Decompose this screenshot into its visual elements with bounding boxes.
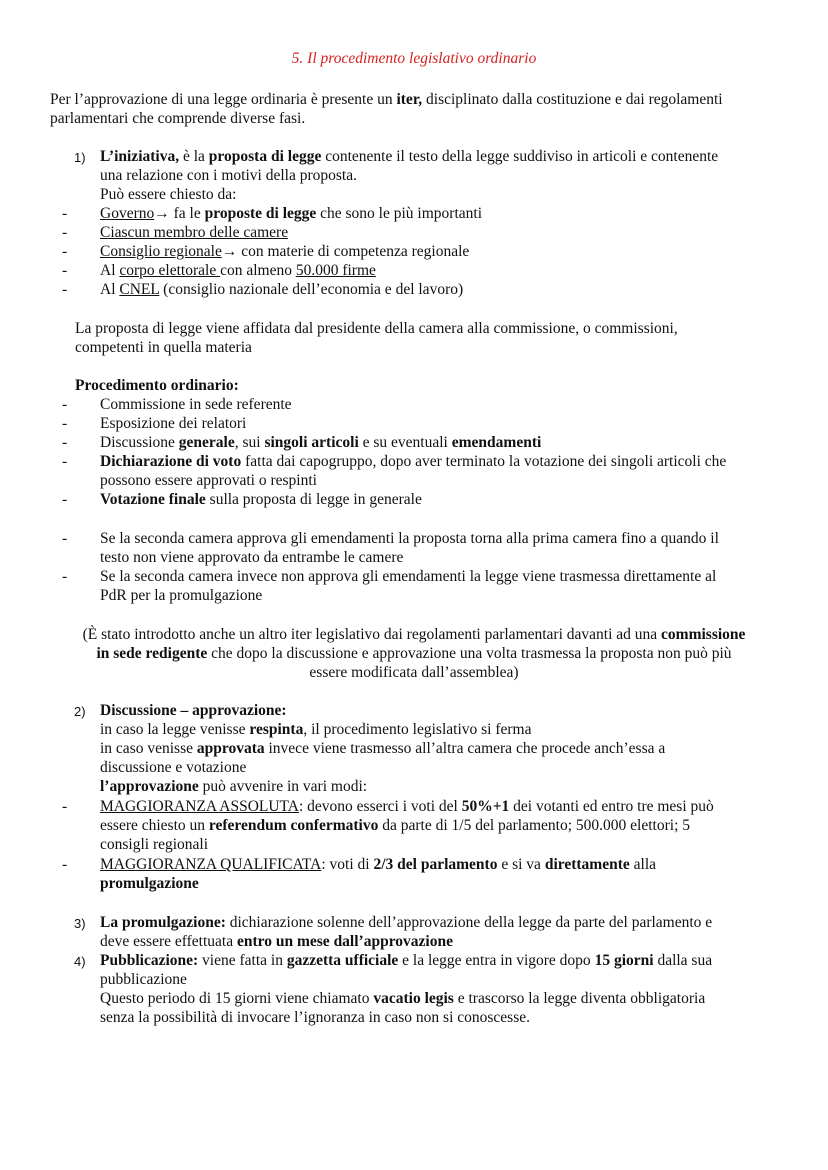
list-item: - Esposizione dei relatori bbox=[62, 415, 247, 432]
section-4-text: Pubblicazione: viene fatta in gazzetta ufficiale e la legge entra in vigore dopo 15 giorni dalla sua pubblicazione Questo periodo di 15 giorni viene chiamato vacatio legis e trascorso la legge diventa obbligatoria senza la possibilità di invocare l’ignoranza in caso non si conoscesse. bbox=[100, 952, 713, 1026]
redigente-note: (È stato introdotto anche un altro iter legislativo dai regolamenti parlamentari davanti ad una commissione in sede redigente che dopo la discussione e approvazione una volta trasmessa la proposta non può più essere modificata dall’assemblea) bbox=[82, 626, 746, 681]
section-1-text: L’iniziativa, è la proposta di legge contenente il testo della legge suddiviso in articoli e contenente una relazione con i motivi della proposta. Può essere chiesto da: bbox=[100, 148, 719, 203]
section-2-text: Discussione – approvazione: in caso la legge venisse respinta, il procedimento legislativo si ferma in caso venisse approvata invece viene trasmesso all’altra camera che procede anch’essa a discussione e votazione l’approvazione può avvenire in vari modi: bbox=[100, 702, 666, 795]
list-item: - Consiglio regionale→ con materie di competenza regionale bbox=[62, 243, 470, 260]
ordinario-heading: Procedimento ordinario: bbox=[75, 377, 239, 394]
list-item: - Se la seconda camera invece non approva gli emendamenti la legge viene trasmessa direttamente al PdR per la promulgazione bbox=[62, 568, 717, 604]
section-2-number: 2) bbox=[74, 704, 86, 719]
list-item: - Votazione finale sulla proposta di legge in generale bbox=[62, 491, 422, 508]
list-item: - Ciascun membro delle camere bbox=[62, 224, 289, 241]
section-3-text: La promulgazione: dichiarazione solenne dell’approvazione della legge da parte del parlamento e deve essere effettuata entro un mese dall’approvazione bbox=[100, 914, 713, 950]
list-item: - Al corpo elettorale con almeno 50.000 firme bbox=[62, 262, 376, 279]
section-4-number: 4) bbox=[74, 954, 86, 969]
section-1-number: 1) bbox=[74, 150, 86, 165]
intro-paragraph: Per l’approvazione di una legge ordinaria è presente un iter, disciplinato dalla costituzione e dai regolamenti parlamentari che comprende diverse fasi. bbox=[50, 91, 723, 127]
list-item: - Commissione in sede referente bbox=[62, 396, 292, 413]
list-item: - Governo→ fa le proposte di legge che sono le più importanti bbox=[62, 205, 482, 222]
list-item: - Al CNEL (consiglio nazionale dell’economia e del lavoro) bbox=[62, 281, 464, 298]
list-item: - MAGGIORANZA ASSOLUTA: devono esserci i voti del 50%+1 dei votanti ed entro tre mesi può essere chiesto un referendum confermativo da parte di 1/5 del parlamento; 500.000 elettori; 5 consigli regionali bbox=[62, 798, 714, 853]
section-3-number: 3) bbox=[74, 916, 86, 931]
document-title: 5. Il procedimento legislativo ordinario bbox=[291, 50, 537, 67]
affidata-paragraph: La proposta di legge viene affidata dal presidente della camera alla commissione, o commissioni, competenti in quella materia bbox=[75, 320, 678, 356]
list-item: - Dichiarazione di voto fatta dai capogruppo, dopo aver terminato la votazione dei singoli articoli che possono essere approvati o respinti bbox=[62, 453, 727, 489]
list-item: - MAGGIORANZA QUALIFICATA: voti di 2/3 del parlamento e si va direttamente alla promulgazione bbox=[62, 856, 657, 892]
list-item: - Discussione generale, sui singoli articoli e su eventuali emendamenti bbox=[62, 434, 542, 451]
list-item: - Se la seconda camera approva gli emendamenti la proposta torna alla prima camera fino a quando il testo non viene approvato da entrambe le camere bbox=[62, 530, 719, 566]
